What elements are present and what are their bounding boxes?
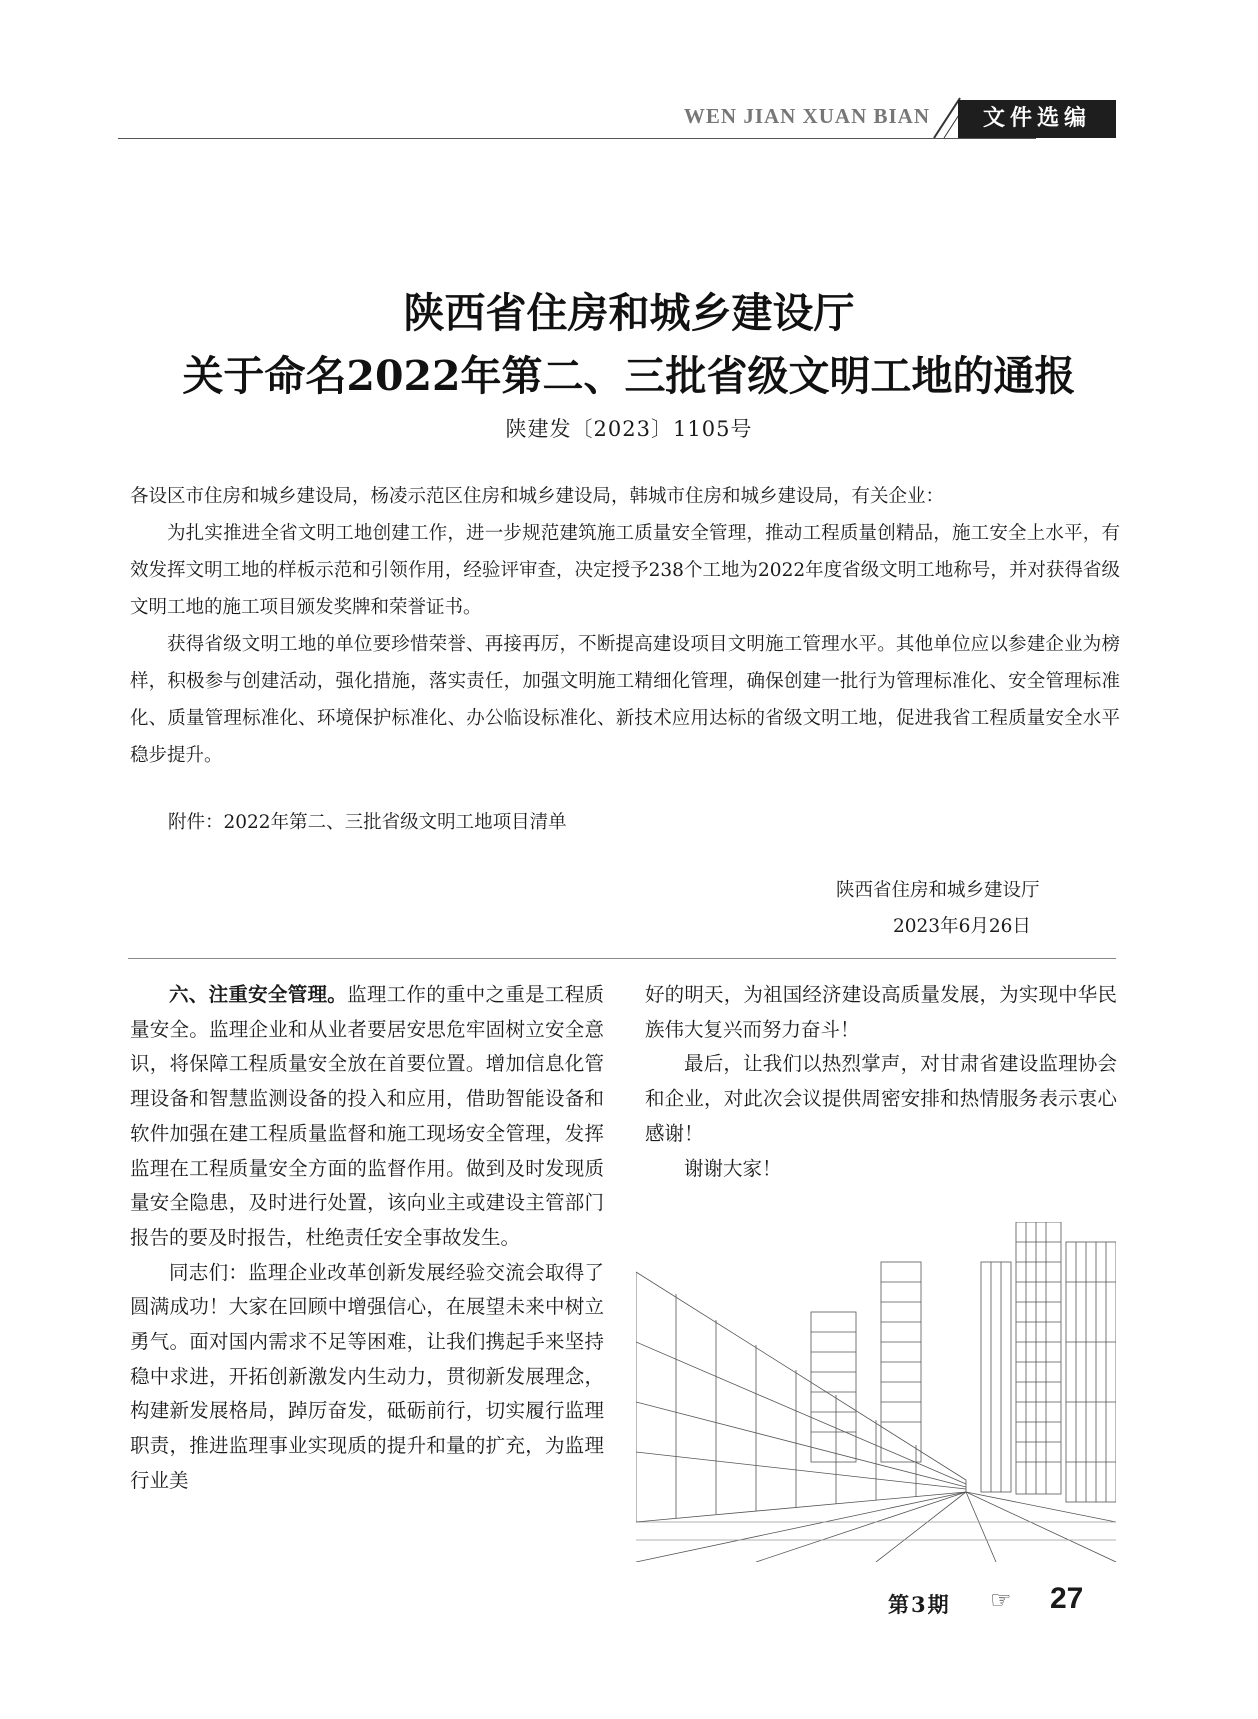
section-label: 文件选编	[958, 100, 1116, 138]
architecture-sketch-illustration	[636, 1222, 1116, 1562]
document-number: 陕建发〔2023〕1105号	[505, 417, 753, 441]
speech-left-column	[130, 978, 604, 1499]
issue-number: 第3期	[888, 1592, 951, 1617]
speech-paragraph: 谢谢大家！	[684, 1156, 782, 1180]
speech-paragraph: 同志们：监理企业改革创新发展经验交流会取得了圆满成功！大家在回顾中增强信心，在展望未来中树立勇气。面对国内需求不足等困难，让我们携起手来坚持稳中求进，开拓创新激发内生动力，贯彻新发展理念，构建新发展格局，踔厉奋发，砥砺前行，切实履行监理职责，推进监理事业实现质的提升和量的扩充，为监理行业美	[130, 1260, 604, 1492]
signature-date: 2023年6月26日	[893, 916, 1031, 937]
speech-paragraph: 最后，让我们以热烈掌声，对甘肃省建设监理协会和企业，对此次会议提供周密安排和热情服务表示衷心感谢！	[645, 1052, 1117, 1145]
notice-title-line1: 陕西省住房和城乡建设厅	[403, 289, 855, 337]
notice-paragraph: 获得省级文明工地的单位要珍惜荣誉、再接再厉，不断提高建设项目文明施工管理水平。其他单位应以参建企业为榜样，积极参与创建活动，强化措施，落实责任，加强文明施工精细化管理，确保创建一批行为管理标准化、安全管理标准化、质量管理标准化、环境保护标准化、办公临设标准化、新技术应用达标的省级文明工地，促进我省工程质量安全水平稳步提升。	[130, 634, 1120, 766]
section-divider	[128, 958, 1116, 959]
addressee: 各设区市住房和城乡建设局，杨凌示范区住房和城乡建设局，韩城市住房和城乡建设局，有关企业：	[130, 486, 945, 507]
signature-organization: 陕西省住房和城乡建设厅	[836, 880, 1040, 901]
attachment-note: 附件：2022年第二、三批省级文明工地项目清单	[168, 812, 567, 833]
speech-paragraph: 好的明天，为祖国经济建设高质量发展，为实现中华民族伟大复兴而努力奋斗！	[645, 983, 1117, 1041]
header-pinyin: WEN JIAN XUAN BIAN	[683, 104, 930, 128]
page-number: 27	[1050, 1582, 1084, 1615]
pointing-hand-icon: ☞	[990, 1586, 1012, 1614]
notice-title-line2: 关于命名2022年第二、三批省级文明工地的通报	[182, 352, 1076, 400]
speech-paragraph	[130, 978, 604, 1256]
notice-body	[130, 478, 1120, 774]
speech-right-column	[645, 978, 1117, 1186]
header-rule	[118, 138, 1036, 139]
speech-text: 监理工作的重中之重是工程质量安全。监理企业和从业者要居安思危牢固树立安全意识，将保障工程质量安全放在首要位置。增加信息化管理设备和智慧监测设备的投入和应用，借助智能设备和软件加强在建工程质量监督和施工现场安全管理，发挥监理在工程质量安全方面的监督作用。做到及时发现质量安全隐患，及时进行处置，该向业主或建设主管部门报告的要及时报告，杜绝责任安全事故发生。	[130, 983, 604, 1249]
speech-subheading: 六、注重安全管理。	[169, 983, 348, 1006]
notice-paragraph: 为扎实推进全省文明工地创建工作，进一步规范建筑施工质量安全管理，推动工程质量创精品，施工安全上水平，有效发挥文明工地的样板示范和引领作用，经验评审查，决定授予238个工地为2022年度省级文明工地称号，并对获得省级文明工地的施工项目颁发奖牌和荣誉证书。	[130, 523, 1120, 618]
